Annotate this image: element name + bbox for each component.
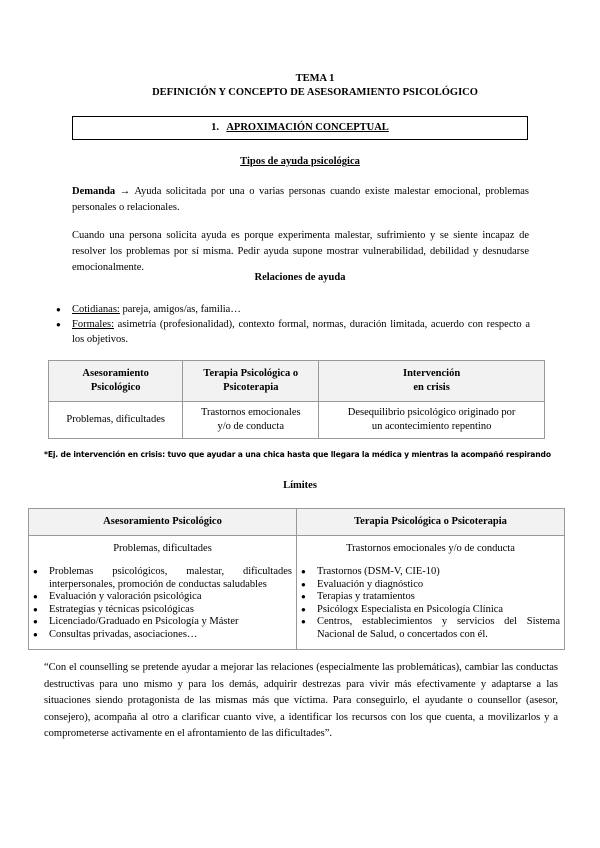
list-item: ● Psicólogx Especialista en Psicología Clínica xyxy=(301,604,560,617)
table-header-cell: Terapia Psicológica o Psicoterapia xyxy=(297,509,565,536)
tipos-paragraph: Cuando una persona solicita ayuda es porque experimenta malestar, sufrimiento y se siente incapaz de resolver los problemas por sí misma. Pedir ayuda supone mostrar vulnerabilidad, debilidad y desnudarse emocionalmente. xyxy=(72,230,529,273)
relacion-term: Formales: xyxy=(72,319,114,330)
section-heading-box xyxy=(72,116,528,140)
table-header-cell: Asesoramiento Psicológico xyxy=(29,509,297,536)
crisis-example-note: *Ej. de intervención en crisis: tuvo que ayudar a una chica hasta que llegara la médica y mientras la acompañó respirando xyxy=(44,450,551,459)
arrow-icon: → xyxy=(119,186,131,197)
demanda-paragraph xyxy=(72,184,529,216)
table-cell xyxy=(29,536,297,650)
table-header-cell: Terapia Psicológica o Psicoterapia xyxy=(183,361,319,402)
list-item xyxy=(56,317,530,347)
document-title: DEFINICIÓN Y CONCEPTO DE ASESORAMIENTO PSICOLÓGICO xyxy=(152,87,478,98)
demanda-term: Demanda xyxy=(72,186,116,197)
table-row xyxy=(29,536,565,650)
list-item: ● Evaluación y diagnóstico xyxy=(301,579,560,592)
relaciones-list xyxy=(56,302,530,347)
table-header-row xyxy=(49,361,545,402)
table-header-row xyxy=(29,509,565,536)
table-cell: Desequilibrio psicológico originado por un acontecimiento repentino xyxy=(319,402,545,439)
counselling-quote: “Con el counselling se pretende ayudar a mejorar las relaciones (especialmente las problemáticas), cambiar las conductas destructivas para uno mismo y para los demás, adquirir destrezas para vivir más efectivamente y adaptarse a las situaciones siendo protagonista de las mismas más que víctima. Para conseguirlo, el ayudante o counsellor (asesor, consejero), acompaña al otro a clarificar cuanto vive, a identificar los recursos con los que cuenta, a movilizarlos y a comprometerse activamente en el afrontamiento de las dificultades”. xyxy=(44,662,558,739)
relacion-text: pareja, amigos/as, familia… xyxy=(119,304,241,315)
limites-table xyxy=(28,508,565,650)
list-item xyxy=(56,302,530,317)
relacion-text: asimetría (profesionalidad), contexto formal, normas, duración limitada, acuerdo con respecto a los objetivos. xyxy=(72,319,530,345)
table-cell: Problemas, dificultades xyxy=(49,402,183,439)
section-title: APROXIMACIÓN CONCEPTUAL xyxy=(226,122,389,133)
limites-summary: Trastornos emocionales y/o de conducta xyxy=(346,543,515,554)
tema-label: TEMA 1 xyxy=(295,73,335,84)
tipos-heading: Tipos de ayuda psicológica xyxy=(240,156,360,167)
list-item: ● Terapias y tratamientos xyxy=(301,591,560,604)
limites-heading: Límites xyxy=(283,480,317,491)
list-item: ● Trastornos (DSM-V, CIE-10) xyxy=(301,566,560,579)
list-item: ● Evaluación y valoración psicológica xyxy=(33,591,292,604)
document-header xyxy=(0,72,600,100)
limites-list xyxy=(33,566,292,641)
relaciones-heading: Relaciones de ayuda xyxy=(254,272,346,283)
list-item: ● Problemas psicológicos, malestar, dificultades interpersonales, promoción de conductas saludables xyxy=(33,566,292,591)
section-number: 1. xyxy=(211,122,220,133)
ayuda-types-table xyxy=(48,360,545,439)
demanda-text: Ayuda solicitada por una o varias personas cuando existe malestar emocional, problemas personales o relacionales. xyxy=(72,186,530,213)
limites-list xyxy=(301,566,560,641)
list-item: ● Centros, establecimientos y servicios del Sistema Nacional de Salud, o concertados con él. xyxy=(301,616,560,641)
table-cell: Trastornos emocionales y/o de conducta xyxy=(183,402,319,439)
list-item: ● Licenciado/Graduado en Psicología y Máster xyxy=(33,616,292,629)
relacion-term: Cotidianas: xyxy=(72,304,120,315)
list-item: ● Consultas privadas, asociaciones… xyxy=(33,629,292,642)
table-header-cell: Intervención en crisis xyxy=(319,361,545,402)
table-header-cell: Asesoramiento Psicológico xyxy=(49,361,183,402)
list-item: ● Estrategias y técnicas psicológicas xyxy=(33,604,292,617)
limites-summary: Problemas, dificultades xyxy=(113,543,212,554)
table-cell xyxy=(297,536,565,650)
table-row xyxy=(49,402,545,439)
